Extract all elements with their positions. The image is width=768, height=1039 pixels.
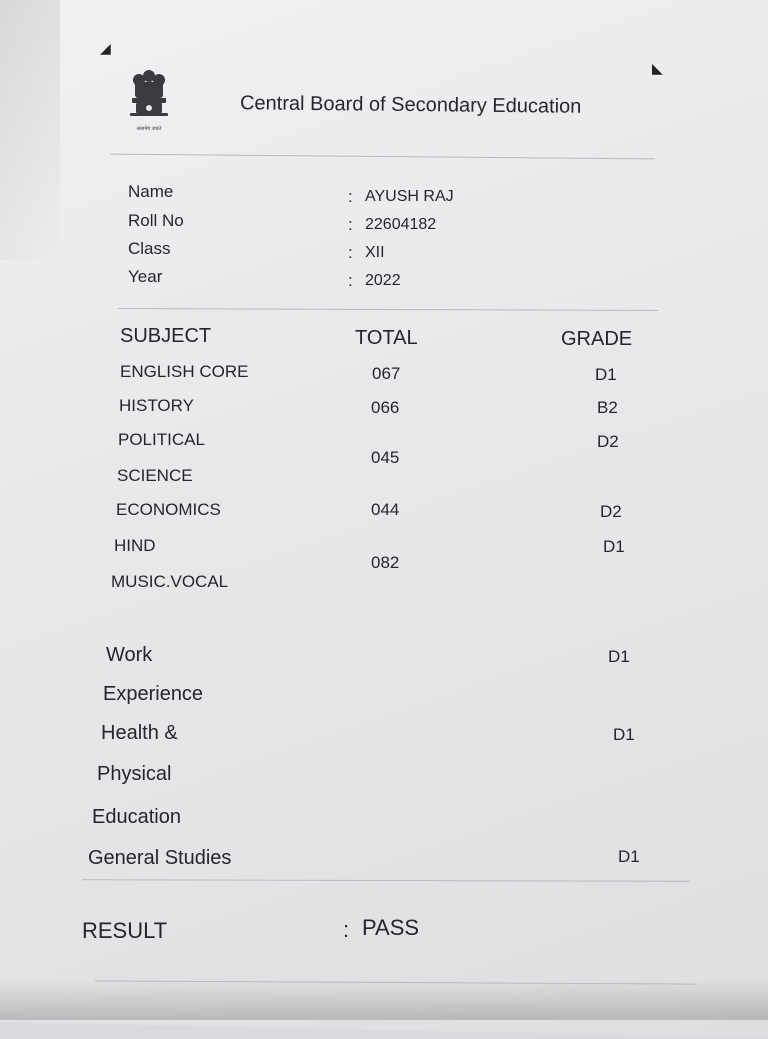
total-political-science: 045: [371, 448, 400, 467]
national-emblem-icon: [126, 64, 172, 136]
subject-music-vocal: MUSIC.VOCAL: [111, 572, 229, 591]
year-separator: :: [348, 271, 353, 290]
total-music-vocal: 082: [371, 553, 400, 572]
result-value: PASS: [362, 915, 420, 940]
total-history: 066: [371, 398, 400, 417]
subject-health-line3: Education: [92, 806, 181, 828]
board-title: Central Board of Secondary Education: [239, 92, 582, 118]
grade-history: B2: [597, 398, 618, 417]
year-label: Year: [128, 267, 163, 286]
roll-value: 22604182: [365, 216, 437, 233]
grade-general-studies: D1: [618, 847, 640, 866]
roll-separator: :: [348, 215, 353, 234]
header-total: TOTAL: [355, 327, 418, 349]
paper-edge-shadow: [0, 0, 60, 260]
header-subject: SUBJECT: [120, 325, 212, 347]
bottom-shadow: [0, 980, 768, 1020]
corner-mark-top-left: ◢: [100, 40, 111, 56]
grade-work-experience: D1: [608, 647, 630, 666]
class-value: XII: [365, 244, 385, 261]
grade-political-science: D2: [597, 432, 619, 451]
name-separator: :: [348, 187, 353, 206]
class-label: Class: [128, 239, 171, 258]
corner-mark-top-right: ◣: [652, 60, 663, 76]
total-economics: 044: [371, 500, 400, 519]
result-label: RESULT: [82, 918, 168, 943]
subject-economics: ECONOMICS: [116, 500, 221, 519]
grade-health-physical-education: D1: [613, 725, 635, 744]
grade-hind: D1: [603, 537, 625, 556]
grade-economics: D2: [600, 502, 622, 521]
total-english-core: 067: [372, 364, 401, 383]
subject-health-line2: Physical: [97, 763, 172, 785]
year-value: 2022: [365, 272, 401, 289]
emblem-caption: सत्यमेव जयते: [136, 126, 162, 132]
subject-english-core: ENGLISH CORE: [120, 362, 249, 381]
subject-hind: HIND: [114, 536, 156, 555]
result-separator: :: [343, 917, 350, 942]
subject-work-line2: Experience: [103, 683, 204, 705]
name-label: Name: [128, 182, 174, 201]
subject-general-studies: General Studies: [88, 847, 232, 869]
subject-political-line2: SCIENCE: [117, 466, 193, 485]
class-separator: :: [348, 243, 353, 262]
roll-label: Roll No: [128, 211, 184, 230]
grade-english-core: D1: [595, 365, 617, 384]
subject-health-line1: Health &: [101, 722, 178, 744]
header-grade: GRADE: [561, 328, 633, 350]
subject-political-line1: POLITICAL: [118, 430, 205, 449]
name-value: AYUSH RAJ: [365, 188, 454, 205]
subject-history: HISTORY: [119, 396, 194, 415]
subject-work-line1: Work: [106, 644, 153, 666]
